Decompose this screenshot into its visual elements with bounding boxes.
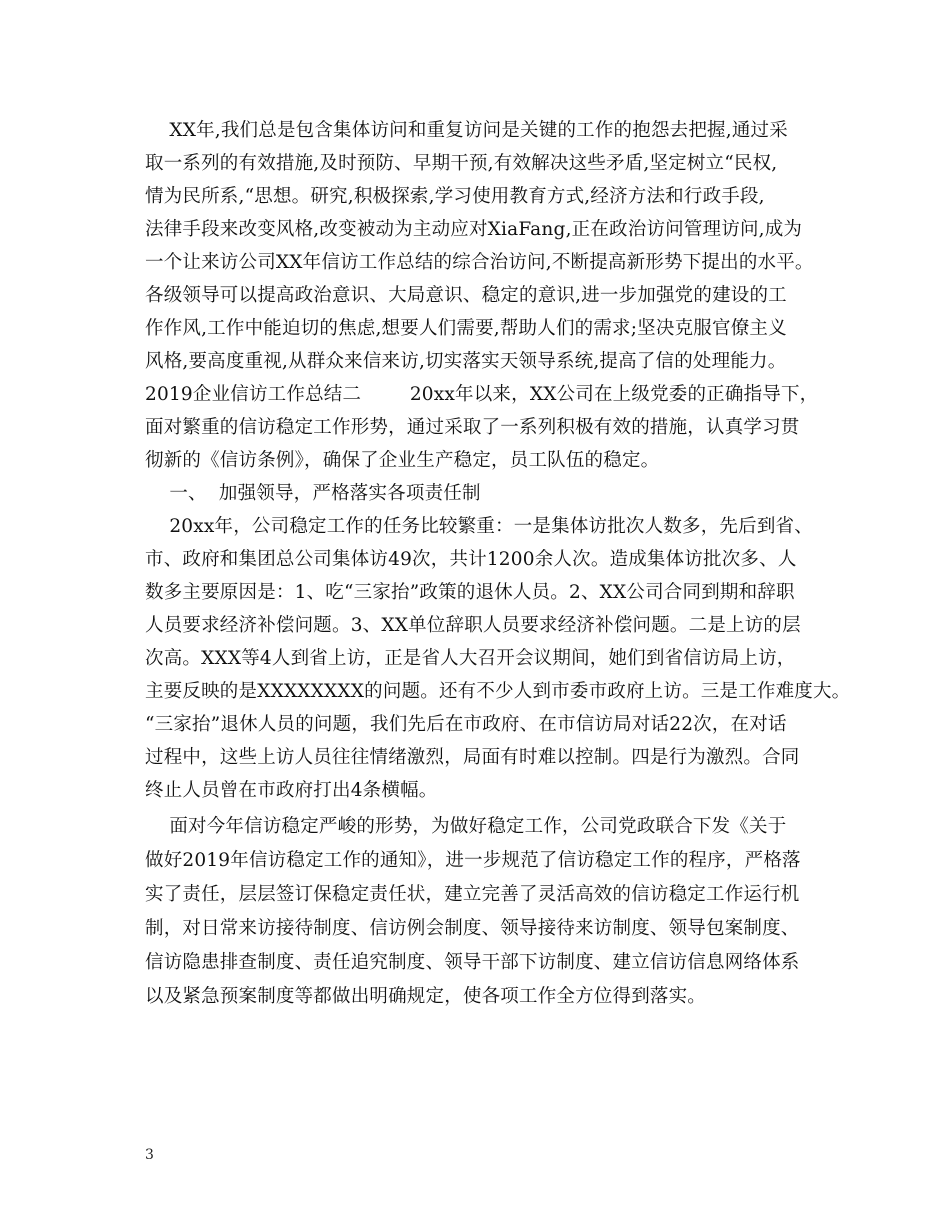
text-line: 数多主要原因是：1、吃“三家抬”政策的退休人员。2、XX公司合同到期和辞职 — [145, 582, 795, 603]
section-heading-line: 2019企业信访工作总结二 20xx年以来，XX公司在上级党委的正确指导下， — [145, 384, 819, 405]
text-line: 制，对日常来访接待制度、信访例会制度、领导接待来访制度、领导包案制度、 — [145, 918, 800, 939]
text-line: 面对繁重的信访稳定工作形势，通过采取了一系列积极有效的措施，认真学习贯 — [145, 417, 800, 438]
text-line: 实了责任，层层签订保稳定责任状，建立完善了灵活高效的信访稳定工作运行机 — [145, 884, 800, 905]
text-line: 法律手段来改变风格,改变被动为主动应对XiaFang,正在政治访问管理访问,成为 — [145, 219, 803, 240]
text-line: 彻新的《信访条例》，确保了企业生产稳定，员工队伍的稳定。 — [145, 450, 660, 471]
text-line: 情为民所系,“思想。研究,积极探索,学习使用教育方式,经济方法和行政手段, — [145, 186, 765, 207]
text-line: 终止人员曾在市政府打出4条横幅。 — [145, 780, 438, 801]
text-line: 信访隐患排查制度、责任追究制度、领导干部下访制度、建立信访信息网络体系 — [145, 952, 800, 973]
text-line: 取一系列的有效措施,及时预防、早期干预,有效解决这些矛盾,坚定树立“民权, — [145, 153, 778, 174]
text-line: 各级领导可以提高政治意识、大局意识、稳定的意识,进一步加强党的建设的工 — [145, 285, 787, 306]
text-line: 主要反映的是XXXXXXXX的问题。还有不少人到市委市政府上访。三是工作难度大。 — [145, 681, 851, 702]
text-line: 面对今年信访稳定严峻的形势，为做好稳定工作，公司党政联合下发《关于 — [145, 816, 787, 837]
text-line: 人员要求经济补偿问题。3、XX单位辞职人员要求经济补偿问题。二是上访的层 — [145, 615, 801, 636]
text-line: 次高。XXX等4人到省上访，正是省人大召开会议期间，她们到省信访局上访， — [145, 648, 796, 669]
text-line: “三家抬”退休人员的问题，我们先后在市政府、在市信访局对话22次，在对话 — [145, 714, 787, 735]
text-line: XX年,我们总是包含集体访问和重复访问是关键的工作的抱怨去把握,通过采 — [145, 120, 788, 141]
text-line: 作作风,工作中能迫切的焦虑,想要人们需要,帮助人们的需求;坚决克服官僚主义 — [145, 318, 787, 339]
text-line: 风格,要高度重视,从群众来信来访,切实落实天领导系统,提高了信的处理能力。 — [145, 351, 787, 372]
text-line: 过程中，这些上访人员往往情绪激烈，局面有时难以控制。四是行为激烈。合同 — [145, 747, 800, 768]
subheading: 一、 加强领导，严格落实各项责任制 — [145, 483, 481, 504]
text-line: 以及紧急预案制度等都做出明确规定，使各项工作全方位得到落实。 — [145, 986, 707, 1007]
text-line: 市、政府和集团总公司集体访49次，共计1200余人次。造成集体访批次多、人 — [145, 549, 797, 570]
text-line: 做好2019年信访稳定工作的通知》，进一步规范了信访稳定工作的程序，严格落 — [145, 850, 801, 871]
text-line: 一个让来访公司XX年信访工作总结的综合治访问,不断提高新形势下提出的水平。 — [145, 252, 814, 273]
page-number: 3 — [145, 1147, 154, 1163]
text-line: 20xx年，公司稳定工作的任务比较繁重：一是集体访批次人数多，先后到省、 — [145, 516, 813, 537]
